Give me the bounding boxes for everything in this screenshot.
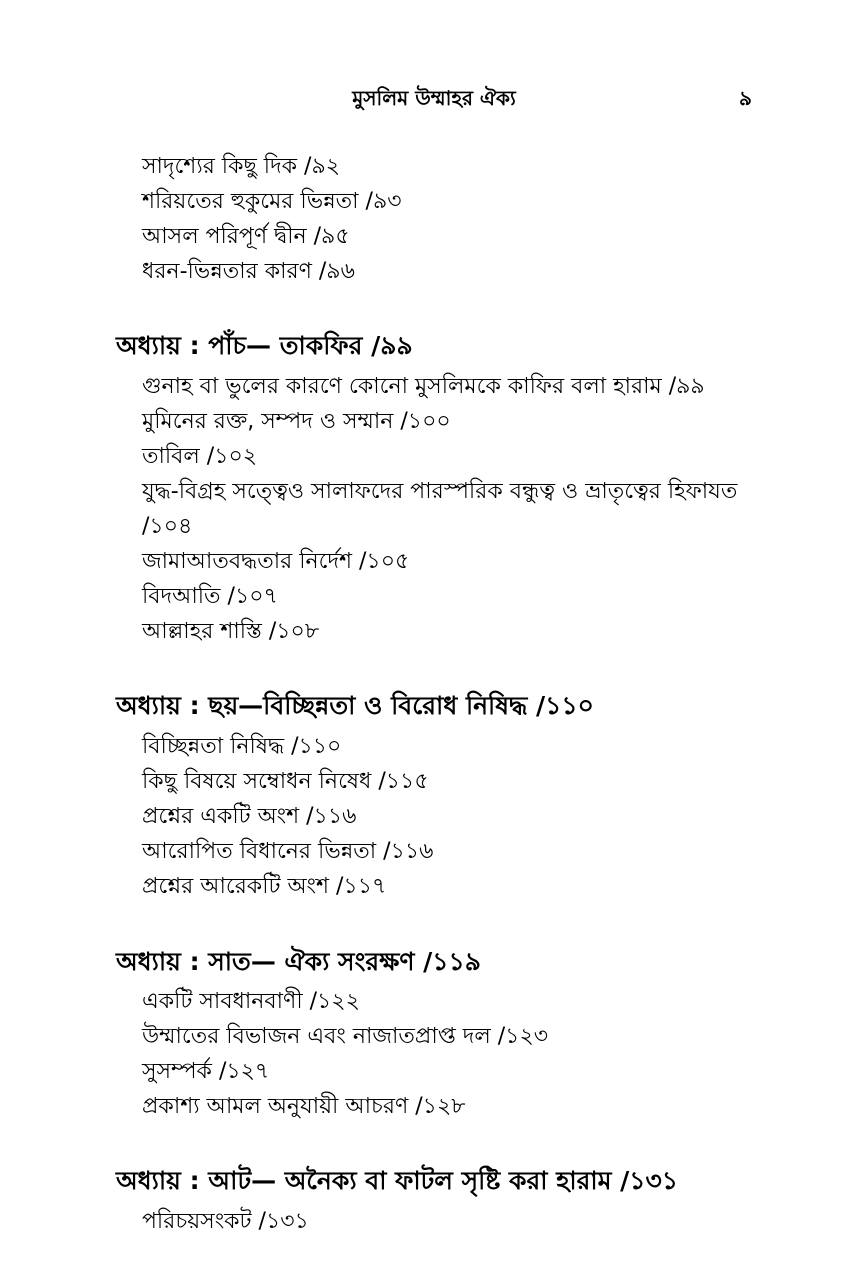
toc-entry: মুমিনের রক্ত, সম্পদ ও সম্মান /১০০: [142, 409, 451, 434]
toc-entry: শরিয়তের হুকুমের ভিন্নতা /৯৩: [142, 189, 402, 214]
toc-entry: সাদৃশ্যের কিছু দিক /৯২: [142, 154, 341, 179]
page-number: ৯: [739, 86, 752, 110]
toc-entry: প্রকাশ্য আমল অনুযায়ী আচরণ /১২৮: [142, 1094, 466, 1119]
chapter-entries: [142, 729, 433, 904]
chapter-entries: [142, 984, 548, 1124]
chapter-heading: অধ্যায় : পাঁচ— তাকফির /৯৯: [116, 331, 413, 360]
toc-entry: /১০৪: [142, 514, 193, 539]
toc-entry: প্রশ্নের একটি অংশ /১১৬: [142, 804, 357, 829]
toc-entry: বিচ্ছিন্নতা নিষিদ্ধ /১১০: [142, 734, 342, 759]
toc-entry: তাবিল /১০২: [142, 444, 258, 469]
running-header: [0, 84, 868, 114]
toc-entry: আরোপিত বিধানের ভিন্নতা /১১৬: [142, 839, 434, 864]
chapter-heading: অধ্যায় : সাত— ঐক্য সংরক্ষণ /১১৯: [116, 947, 481, 976]
toc-entry: প্রশ্নের আরেকটি অংশ /১১৭: [142, 874, 387, 899]
toc-entry: আল্লাহর শাস্তি /১০৮: [142, 619, 320, 644]
toc-entry: গুনাহ বা ভুলের কারণে কোনো মুসলিমকে কাফির বলা হারাম /৯৯: [142, 374, 705, 399]
toc-entry: যুদ্ধ-বিগ্রহ সত্ত্বেও সালাফদের পারস্পরিক বন্ধুত্ব ও ভ্রাতৃত্বের হিফাযত: [142, 479, 738, 504]
toc-entry: ধরন-ভিন্নতার কারণ /৯৬: [142, 259, 355, 284]
chapter-entries: [142, 1204, 309, 1239]
toc-entry: একটি সাবধানবাণী /১২২: [142, 989, 360, 1014]
chapter-heading: অধ্যায় : ছয়—বিচ্ছিন্নতা ও বিরোধ নিষিদ্ধ /১১০: [116, 691, 594, 720]
toc-entry: পরিচয়সংকট /১৩১: [142, 1209, 309, 1234]
chapter-heading: অধ্যায় : আট— অনৈক্য বা ফাটল সৃষ্টি করা হারাম /১৩১: [116, 1166, 678, 1195]
toc-entry: বিদআতি /১০৭: [142, 584, 278, 609]
toc-entry: জামাআতবদ্ধতার নির্দেশ /১০৫: [142, 549, 410, 574]
toc-entry: কিছু বিষয়ে সম্বোধন নিষেধ /১১৫: [142, 769, 429, 794]
toc-entry: আসল পরিপূর্ণ দ্বীন /৯৫: [142, 224, 350, 249]
chapter-entries: [142, 369, 737, 649]
toc-entry: উম্মাতের বিভাজন এবং নাজাতপ্রাপ্ত দল /১২৩: [142, 1024, 549, 1049]
intro-entries: [142, 149, 402, 289]
toc-entry: সুসম্পর্ক /১২৭: [142, 1059, 270, 1084]
book-title: মুসলিম উম্মাহর ঐক্য: [352, 86, 516, 110]
